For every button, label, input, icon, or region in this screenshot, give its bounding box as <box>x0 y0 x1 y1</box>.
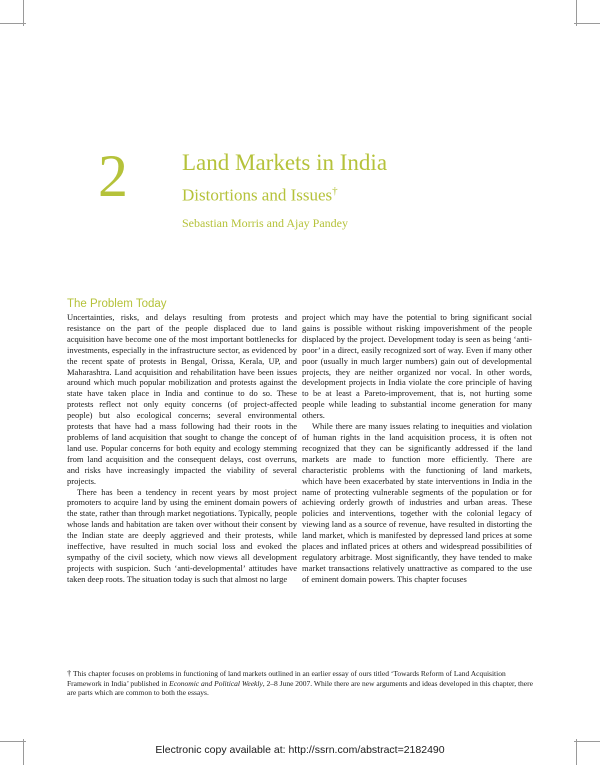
crop-mark-bottom-right-h <box>574 741 600 742</box>
footnote-text-after: , 2–8 June 2007. While there are new arguments and ideas developed in this chapter, there are parts which are common to both the essays. <box>67 678 533 698</box>
paragraph: Uncertainties, risks, and delays resulting from protests and resistance on the part of the people displaced due to land acquisition have become one of the most important bottlenecks for investments, especially in the infrastructure sector, as evidenced by the recent spate of protests in Bengal, Orissa, Kerala, UP, and Maharashtra. Land acquisition and rehabilitation have been issues around which much popular mobilization and protests against the state have taken place in India and continue to do so. These protests reflect not only equity concerns (of project-affected people) but also ecological concerns; several environmental protests that have had a mass following had their roots in the problems of land acquisition that sought to change the concept of land use. Popular concerns for both equity and ecology stemming from land acquisition and the consequent delays, cost overruns, and risks have increasingly impacted the viability of several projects. <box>67 312 297 486</box>
paragraph: project which may have the potential to bring significant social gains is possible without risking impoverishment of the people displaced by the project. Development today is seen as being ‘anti-poor’ in a direct, easily recognized sort of way. Even if many other poor (usually in much larger numbers) gain out of developmental projects, they are neither organized nor vocal. In other words, development projects in India violate the core principle of having to be at least a Pareto-improvement, that is, not hurting some people while leading to substantial income generation for many others. <box>302 312 532 421</box>
chapter-subtitle-text: Distortions and Issues <box>182 185 333 205</box>
crop-mark-top-left-h <box>0 23 26 24</box>
right-column <box>302 312 532 585</box>
footnote-dagger: † <box>67 668 72 678</box>
paragraph: There has been a tendency in recent years by most project promoters to acquire land by using the eminent domain powers of the state, rather than through market negotiations. Typically, people whose lands and habitation are taken over without their consent by the Indian state are deeply aggrieved and their protests, while ineffective, have resulted in much social loss and evoked the sympathy of the civil society, which now views all development projects with suspicion. Such ‘anti-developmental’ attitudes have taken deep roots. The situation today is such that almost no large <box>67 486 297 584</box>
footnote-journal: Economic and Political Weekly <box>169 678 263 688</box>
chapter-authors: Sebastian Morris and Ajay Pandey <box>182 216 348 230</box>
chapter-subtitle-dagger: † <box>332 185 338 197</box>
chapter-subtitle <box>182 181 338 206</box>
chapter-number: 2 <box>98 143 128 209</box>
crop-mark-top-right-h <box>574 23 600 24</box>
chapter-title: Land Markets in India <box>182 150 388 175</box>
section-heading: The Problem Today <box>67 298 167 310</box>
left-column <box>67 312 297 585</box>
footnote-text-before: This chapter focuses on problems in functioning of land markets outlined in an earlier essay of ours titled ‘Towards Reform of Land Acquisition Framework in India’ published in <box>67 669 506 688</box>
crop-mark-bottom-left-h <box>0 741 26 742</box>
footnote <box>67 669 533 698</box>
ssrn-footer: Electronic copy available at: http://ssrn.com/abstract=2182490 <box>155 744 445 756</box>
paragraph: While there are many issues relating to inequities and violation of human rights in the land acquisition process, it is often not recognized that they can be significantly addressed if the land markets are made to function more efficiently. There are characteristic problems with the functioning of land markets, which have been exacerbated by state interventions in India in the name of protecting vulnerable segments of the population or for achieving orderly growth of industries and urban areas. These policies and interventions, together with the colonial legacy of viewing land as a source of revenue, have resulted in distorting the land market, which is manifested by depressed land prices at some places and inflated prices at others and widespread possibilities of regulatory arbitrage. Most significantly, they have tended to make market transactions relatively unattractive as compared to the use of eminent domain powers. This chapter focuses <box>302 421 532 584</box>
